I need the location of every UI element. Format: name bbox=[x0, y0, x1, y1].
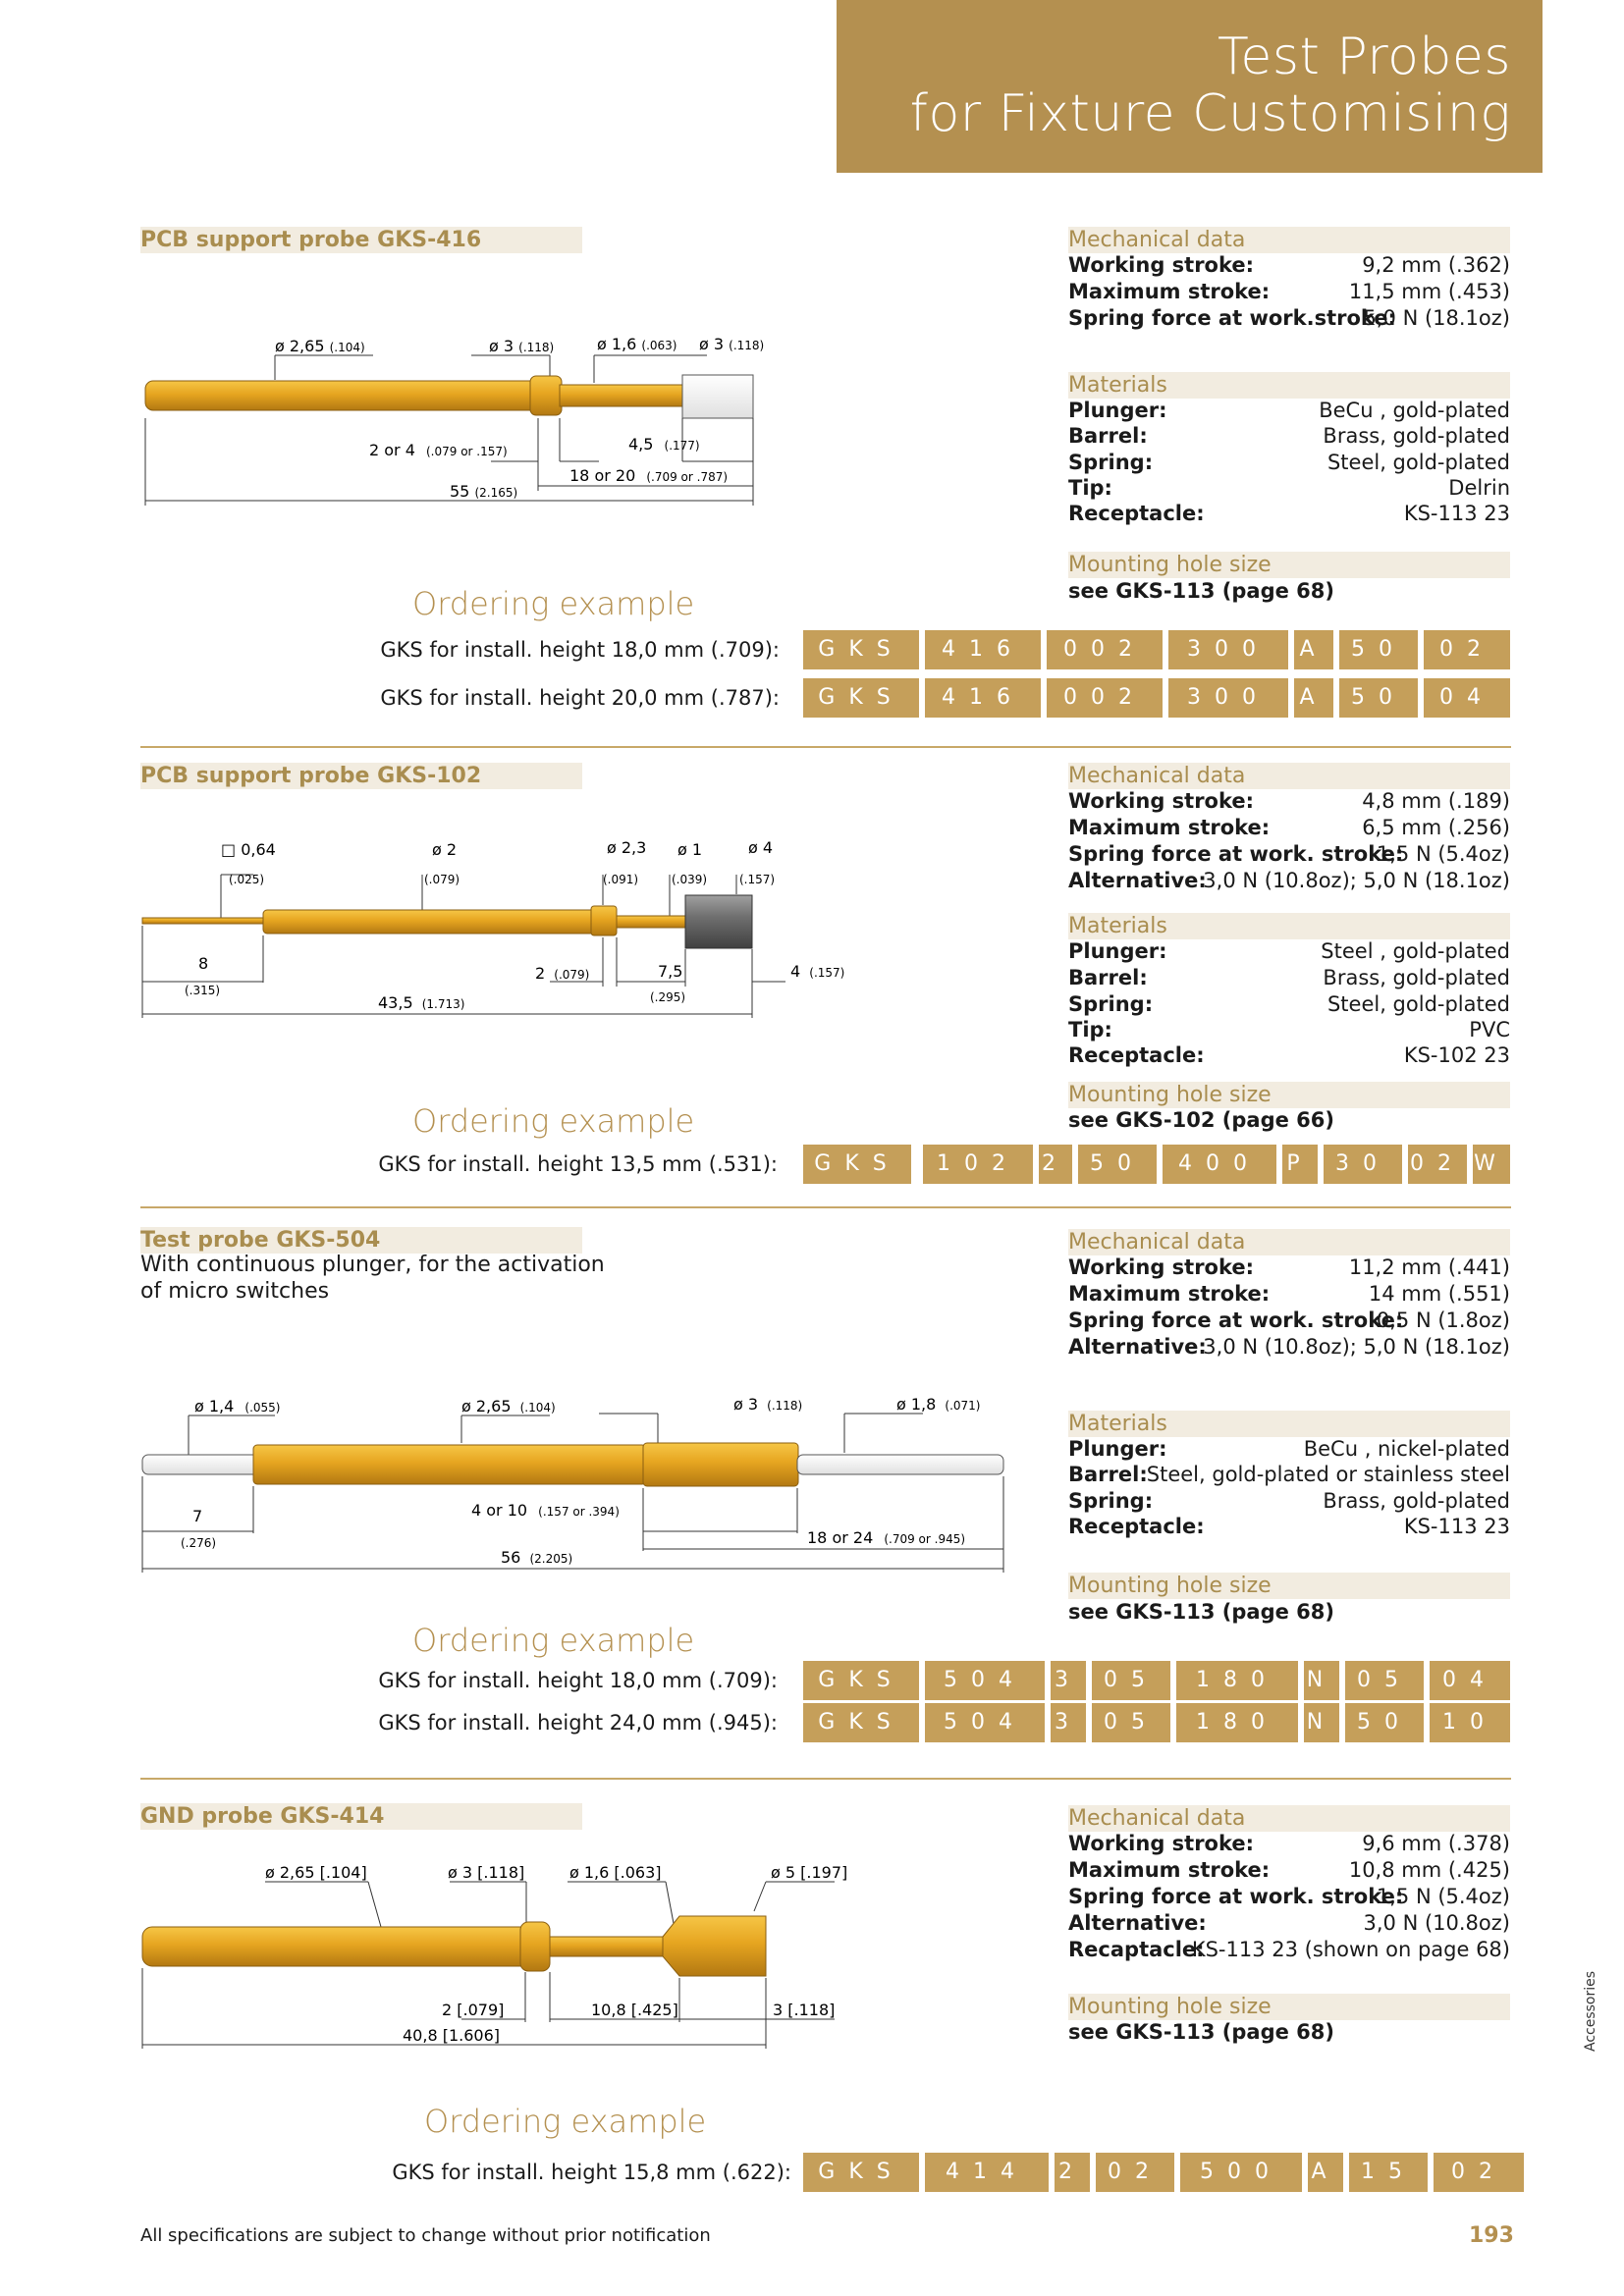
ordering-example-title: Ordering example bbox=[412, 585, 695, 622]
material-row: Tip: PVC bbox=[1068, 1018, 1510, 1041]
code-segment: 180 bbox=[1176, 1703, 1298, 1742]
order-label: GKS for install. height 13,5 mm (.531): bbox=[378, 1152, 778, 1176]
mech-row: Maximum stroke: 11,5 mm (.453) bbox=[1068, 280, 1510, 303]
code-segment: 2 bbox=[1039, 1145, 1072, 1184]
mech-row: Maximum stroke: 14 mm (.551) bbox=[1068, 1282, 1510, 1306]
dim-d2: ø 3 (.118) bbox=[489, 337, 555, 355]
code-segment: 002 bbox=[1047, 678, 1163, 718]
svg-text:ø 1,8 (.071): ø 1,8 (.071) bbox=[896, 1395, 981, 1414]
section-divider bbox=[140, 1206, 1511, 1208]
section-description: of micro switches bbox=[140, 1279, 330, 1304]
svg-text:ø 2,65 (.104): ø 2,65 (.104) bbox=[461, 1397, 556, 1415]
order-label: GKS for install. height 20,0 mm (.787): bbox=[380, 686, 780, 710]
material-row: Barrel: Steel, gold-plated or stainless steel bbox=[1068, 1463, 1510, 1486]
code-segment: GKS bbox=[803, 1145, 911, 1184]
probe-drawing-gks-504 bbox=[137, 1394, 1021, 1575]
mech-title: Mechanical data bbox=[1068, 763, 1510, 789]
probe-drawing-gks-102 bbox=[137, 839, 844, 1021]
dim-l1: 2 or 4 (.079 or .157) bbox=[369, 441, 508, 459]
materials-title: Materials bbox=[1068, 372, 1510, 399]
code-segment: 15 bbox=[1349, 2153, 1428, 2192]
dim-l2: 4,5 (.177) bbox=[628, 435, 700, 454]
mech-row: Working stroke: 9,6 mm (.378) bbox=[1068, 1832, 1510, 1855]
mounting-hole-title: Mounting hole size bbox=[1068, 1573, 1510, 1599]
svg-text:2 [.079]: 2 [.079] bbox=[442, 2001, 505, 2019]
svg-text:2 (.079): 2 (.079) bbox=[535, 964, 590, 983]
svg-text:ø 4: ø 4 bbox=[748, 839, 774, 857]
order-label: GKS for install. height 24,0 mm (.945): bbox=[378, 1711, 778, 1735]
svg-text:(.091): (.091) bbox=[603, 873, 639, 886]
mech-row: Spring force at work.stroke: 5,0 N (18.1oz) bbox=[1068, 306, 1510, 330]
dim-d4: ø 3 (.118) bbox=[699, 335, 765, 353]
mech-row: Working stroke: 9,2 mm (.362) bbox=[1068, 253, 1510, 277]
section-divider bbox=[140, 1778, 1511, 1780]
svg-text:4 or 10 (.157 or .394): 4 or 10 (.157 or .394) bbox=[471, 1501, 620, 1520]
dim-l4: 55 (2.165) bbox=[450, 482, 518, 501]
code-segment: 05 bbox=[1345, 1661, 1424, 1700]
material-row: Barrel: Brass, gold-plated bbox=[1068, 424, 1510, 448]
mech-row: Working stroke: 4,8 mm (.189) bbox=[1068, 789, 1510, 813]
svg-text:□ 0,64: □ 0,64 bbox=[221, 840, 276, 859]
svg-text:ø 2,65 [.104]: ø 2,65 [.104] bbox=[265, 1863, 367, 1882]
probe-drawing-gks-414 bbox=[137, 1860, 864, 2052]
section-title: GND probe GKS-414 bbox=[140, 1803, 582, 1830]
mech-title: Mechanical data bbox=[1068, 1805, 1510, 1832]
mech-row: Working stroke: 11,2 mm (.441) bbox=[1068, 1255, 1510, 1279]
code-segment: N bbox=[1304, 1661, 1339, 1700]
code-segment: 10 bbox=[1430, 1703, 1510, 1742]
section-title: PCB support probe GKS-416 bbox=[140, 227, 582, 253]
code-segment: GKS bbox=[803, 1703, 919, 1742]
material-row: Barrel: Brass, gold-plated bbox=[1068, 966, 1510, 989]
code-segment: 50 bbox=[1339, 678, 1418, 718]
mech-row: Maximum stroke: 10,8 mm (.425) bbox=[1068, 1858, 1510, 1882]
material-row: Plunger: BeCu , nickel-plated bbox=[1068, 1437, 1510, 1461]
code-segment: 05 bbox=[1092, 1703, 1170, 1742]
mech-row: Maximum stroke: 6,5 mm (.256) bbox=[1068, 816, 1510, 839]
ordering-example-title: Ordering example bbox=[412, 1102, 695, 1140]
code-segment: 3 bbox=[1051, 1703, 1086, 1742]
code-segment: A bbox=[1294, 630, 1333, 669]
svg-text:ø 3 (.118): ø 3 (.118) bbox=[733, 1395, 803, 1414]
code-segment: 04 bbox=[1430, 1661, 1510, 1700]
svg-text:(.315): (.315) bbox=[185, 984, 221, 997]
mech-title: Mechanical data bbox=[1068, 1229, 1510, 1255]
code-segment: W bbox=[1473, 1145, 1510, 1184]
mech-row: Alternative: 3,0 N (10.8oz); 5,0 N (18.1oz) bbox=[1068, 869, 1510, 892]
mech-row: Recaptacle: KS-113 23 (shown on page 68) bbox=[1068, 1938, 1510, 1961]
code-segment: GKS bbox=[803, 630, 919, 669]
mech-title: Mechanical data bbox=[1068, 227, 1510, 253]
code-segment: GKS bbox=[803, 2153, 919, 2192]
code-segment: 3 bbox=[1051, 1661, 1086, 1700]
code-segment: 02 bbox=[1434, 2153, 1524, 2192]
code-segment: 504 bbox=[925, 1703, 1045, 1742]
code-segment: 2 bbox=[1055, 2153, 1090, 2192]
svg-text:7,5: 7,5 bbox=[658, 962, 683, 981]
code-segment: 04 bbox=[1424, 678, 1510, 718]
svg-text:(.025): (.025) bbox=[229, 873, 265, 886]
code-segment: 02 bbox=[1408, 1145, 1467, 1184]
svg-text:(.039): (.039) bbox=[672, 873, 708, 886]
mech-row: Spring force at work. stroke: 1,5 N (5.4oz) bbox=[1068, 842, 1510, 866]
svg-text:4 (.157): 4 (.157) bbox=[790, 962, 844, 981]
code-segment: 002 bbox=[1047, 630, 1163, 669]
ordering-example-title: Ordering example bbox=[412, 1622, 695, 1659]
mounting-hole-title: Mounting hole size bbox=[1068, 552, 1510, 578]
mech-row: Spring force at work. stroke: 1,5 N (5.4oz) bbox=[1068, 1885, 1510, 1908]
mounting-hole-ref: see GKS-113 (page 68) bbox=[1068, 579, 1335, 603]
section-title: Test probe GKS-504 bbox=[140, 1227, 582, 1254]
page-title-line1: Test Probes bbox=[1217, 27, 1511, 86]
page-title-line2: for Fixture Customising bbox=[909, 84, 1511, 143]
code-segment: 05 bbox=[1092, 1661, 1170, 1700]
section-divider bbox=[140, 746, 1511, 748]
svg-text:18 or 24 (.709 or .945): 18 or 24 (.709 or .945) bbox=[807, 1528, 966, 1547]
material-row: Spring: Steel, gold-plated bbox=[1068, 451, 1510, 474]
svg-text:56 (2.205): 56 (2.205) bbox=[501, 1548, 573, 1567]
code-segment: 504 bbox=[925, 1661, 1045, 1700]
mounting-hole-ref: see GKS-102 (page 66) bbox=[1068, 1108, 1335, 1132]
code-segment: P bbox=[1282, 1145, 1318, 1184]
order-label: GKS for install. height 18,0 mm (.709): bbox=[378, 1669, 778, 1692]
svg-text:(.295): (.295) bbox=[650, 990, 686, 1004]
code-segment: N bbox=[1304, 1703, 1339, 1742]
materials-title: Materials bbox=[1068, 1411, 1510, 1437]
code-segment: 50 bbox=[1078, 1145, 1157, 1184]
code-segment: 300 bbox=[1168, 678, 1288, 718]
dim-d3: ø 1,6 (.063) bbox=[597, 335, 677, 353]
mounting-hole-ref: see GKS-113 (page 68) bbox=[1068, 2020, 1335, 2044]
svg-text:ø 5 [.197]: ø 5 [.197] bbox=[771, 1863, 848, 1882]
svg-text:ø 1,6 [.063]: ø 1,6 [.063] bbox=[569, 1863, 662, 1882]
svg-text:8: 8 bbox=[198, 954, 209, 973]
svg-text:ø 1: ø 1 bbox=[677, 840, 703, 859]
svg-text:ø 1,4 (.055): ø 1,4 (.055) bbox=[194, 1397, 281, 1415]
code-segment: GKS bbox=[803, 678, 919, 718]
material-row: Spring: Steel, gold-plated bbox=[1068, 992, 1510, 1016]
page-number: 193 bbox=[1469, 2223, 1514, 2248]
material-row: Receptacle: KS-102 23 bbox=[1068, 1043, 1510, 1067]
material-row: Plunger: BeCu , gold-plated bbox=[1068, 399, 1510, 422]
mech-row: Alternative: 3,0 N (10.8oz) bbox=[1068, 1911, 1510, 1935]
code-segment: 180 bbox=[1176, 1661, 1298, 1700]
svg-text:43,5 (1.713): 43,5 (1.713) bbox=[378, 993, 465, 1012]
material-row: Plunger: Steel , gold-plated bbox=[1068, 939, 1510, 963]
mech-row: Alternative: 3,0 N (10.8oz); 5,0 N (18.1oz) bbox=[1068, 1335, 1510, 1359]
mech-row: Spring force at work. stroke: 0,5 N (1.8oz) bbox=[1068, 1308, 1510, 1332]
svg-text:10,8 [.425]: 10,8 [.425] bbox=[591, 2001, 678, 2019]
svg-text:ø 3 [.118]: ø 3 [.118] bbox=[448, 1863, 525, 1882]
code-segment: 50 bbox=[1345, 1703, 1424, 1742]
mounting-hole-ref: see GKS-113 (page 68) bbox=[1068, 1600, 1335, 1624]
svg-text:ø 2,3: ø 2,3 bbox=[607, 839, 647, 857]
svg-text:ø 2: ø 2 bbox=[432, 840, 458, 859]
svg-text:40,8 [1.606]: 40,8 [1.606] bbox=[403, 2026, 500, 2045]
ordering-example-title: Ordering example bbox=[424, 2103, 707, 2140]
code-segment: 300 bbox=[1168, 630, 1288, 669]
svg-text:(.276): (.276) bbox=[181, 1536, 217, 1550]
code-segment: 414 bbox=[925, 2153, 1049, 2192]
order-label: GKS for install. height 15,8 mm (.622): bbox=[392, 2161, 791, 2184]
material-row: Tip: Delrin bbox=[1068, 476, 1510, 500]
svg-text:3 [.118]: 3 [.118] bbox=[773, 2001, 836, 2019]
mounting-hole-title: Mounting hole size bbox=[1068, 1994, 1510, 2020]
code-segment: GKS bbox=[803, 1661, 919, 1700]
svg-text:(.157): (.157) bbox=[739, 873, 776, 886]
svg-text:(.079): (.079) bbox=[424, 873, 460, 886]
code-segment: 30 bbox=[1324, 1145, 1402, 1184]
code-segment: 500 bbox=[1180, 2153, 1302, 2192]
materials-title: Materials bbox=[1068, 913, 1510, 939]
page-header bbox=[837, 0, 1543, 173]
probe-drawing-gks-416 bbox=[137, 324, 1021, 510]
dim-d1: ø 2,65 (.104) bbox=[275, 337, 365, 355]
order-label: GKS for install. height 18,0 mm (.709): bbox=[380, 638, 780, 662]
mounting-hole-title: Mounting hole size bbox=[1068, 1082, 1510, 1108]
section-title: PCB support probe GKS-102 bbox=[140, 763, 582, 789]
code-segment: 400 bbox=[1163, 1145, 1276, 1184]
code-segment: 02 bbox=[1424, 630, 1510, 669]
code-segment: 02 bbox=[1096, 2153, 1174, 2192]
code-segment: 416 bbox=[925, 678, 1041, 718]
material-row: Spring: Brass, gold-plated bbox=[1068, 1489, 1510, 1513]
footer-disclaimer: All specifications are subject to change without prior notification bbox=[140, 2225, 711, 2246]
side-tab-label: Accessories bbox=[1583, 1970, 1598, 2052]
code-segment: A bbox=[1308, 2153, 1343, 2192]
code-segment: 50 bbox=[1339, 630, 1418, 669]
code-segment: A bbox=[1294, 678, 1333, 718]
code-segment: 416 bbox=[925, 630, 1041, 669]
material-row: Receptacle: KS-113 23 bbox=[1068, 1515, 1510, 1538]
svg-text:7: 7 bbox=[192, 1507, 203, 1525]
section-description: With continuous plunger, for the activation bbox=[140, 1253, 605, 1277]
material-row: Receptacle: KS-113 23 bbox=[1068, 502, 1510, 525]
code-segment: 102 bbox=[923, 1145, 1033, 1184]
dim-l3: 18 or 20 (.709 or .787) bbox=[569, 466, 729, 485]
